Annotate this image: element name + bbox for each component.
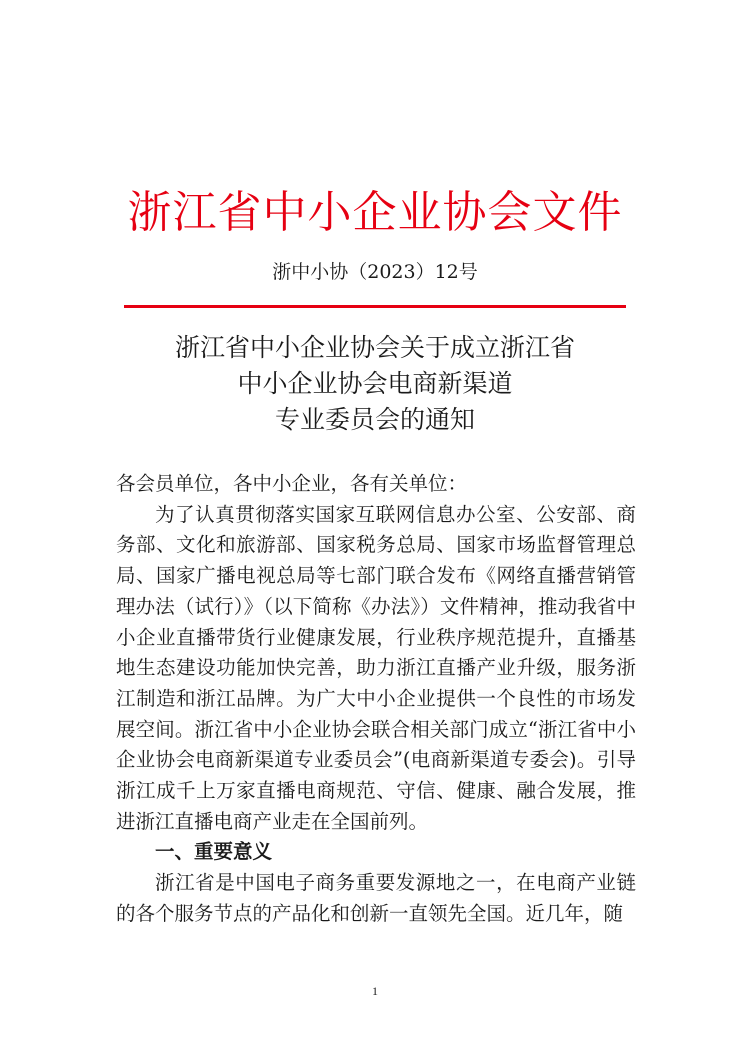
body-paragraph: 浙江省是中国电子商务重要发源地之一，在电商产业链的各个服务节点的产品化和创新一直领先全国。近几年，随 — [116, 871, 636, 925]
body-paragraph: 为了认真贯彻落实国家互联网信息办公室、公安部、商务部、文化和旅游部、国家税务总局、国家市场监督管理总局、国家广播电视总局等七部门联合发布《网络直播营销管理办法（试行）》（以下简称《办法》）文件精神，推动我省中小企业直播带货行业健康发展，行业秩序规范提升，直播基地生态建设功能加快完善，助力浙江直播产业升级，服务浙江制造和浙江品牌。为广大中小企业提供一个良性的市场发展空间。浙江省中小企业协会联合相关部门成立“浙江省中小企业协会电商新渠道专业委员会”(电商新渠道专委会)。引导浙江成千上万家直播电商规范、守信、健康、融合发展，推进浙江直播电商产业走在全国前列。 — [116, 502, 636, 833]
document-number: 浙中小协（2023）12号 — [272, 261, 478, 283]
notice-title — [0, 330, 750, 438]
section-heading: 一、重要意义 — [155, 840, 273, 864]
notice-title-line: 浙江省中小企业协会关于成立浙江省 — [174, 333, 575, 362]
document-header-title: 浙江省中小企业协会文件 — [127, 187, 623, 238]
page-number: 1 — [372, 984, 378, 998]
salutation: 各会员单位，各中小企业，各有关单位： — [116, 472, 468, 495]
red-separator-rule — [124, 305, 626, 308]
notice-title-line: 中小企业协会电商新渠道 — [237, 369, 513, 398]
notice-title-line: 专业委员会的通知 — [274, 405, 475, 434]
document-body — [116, 469, 636, 930]
